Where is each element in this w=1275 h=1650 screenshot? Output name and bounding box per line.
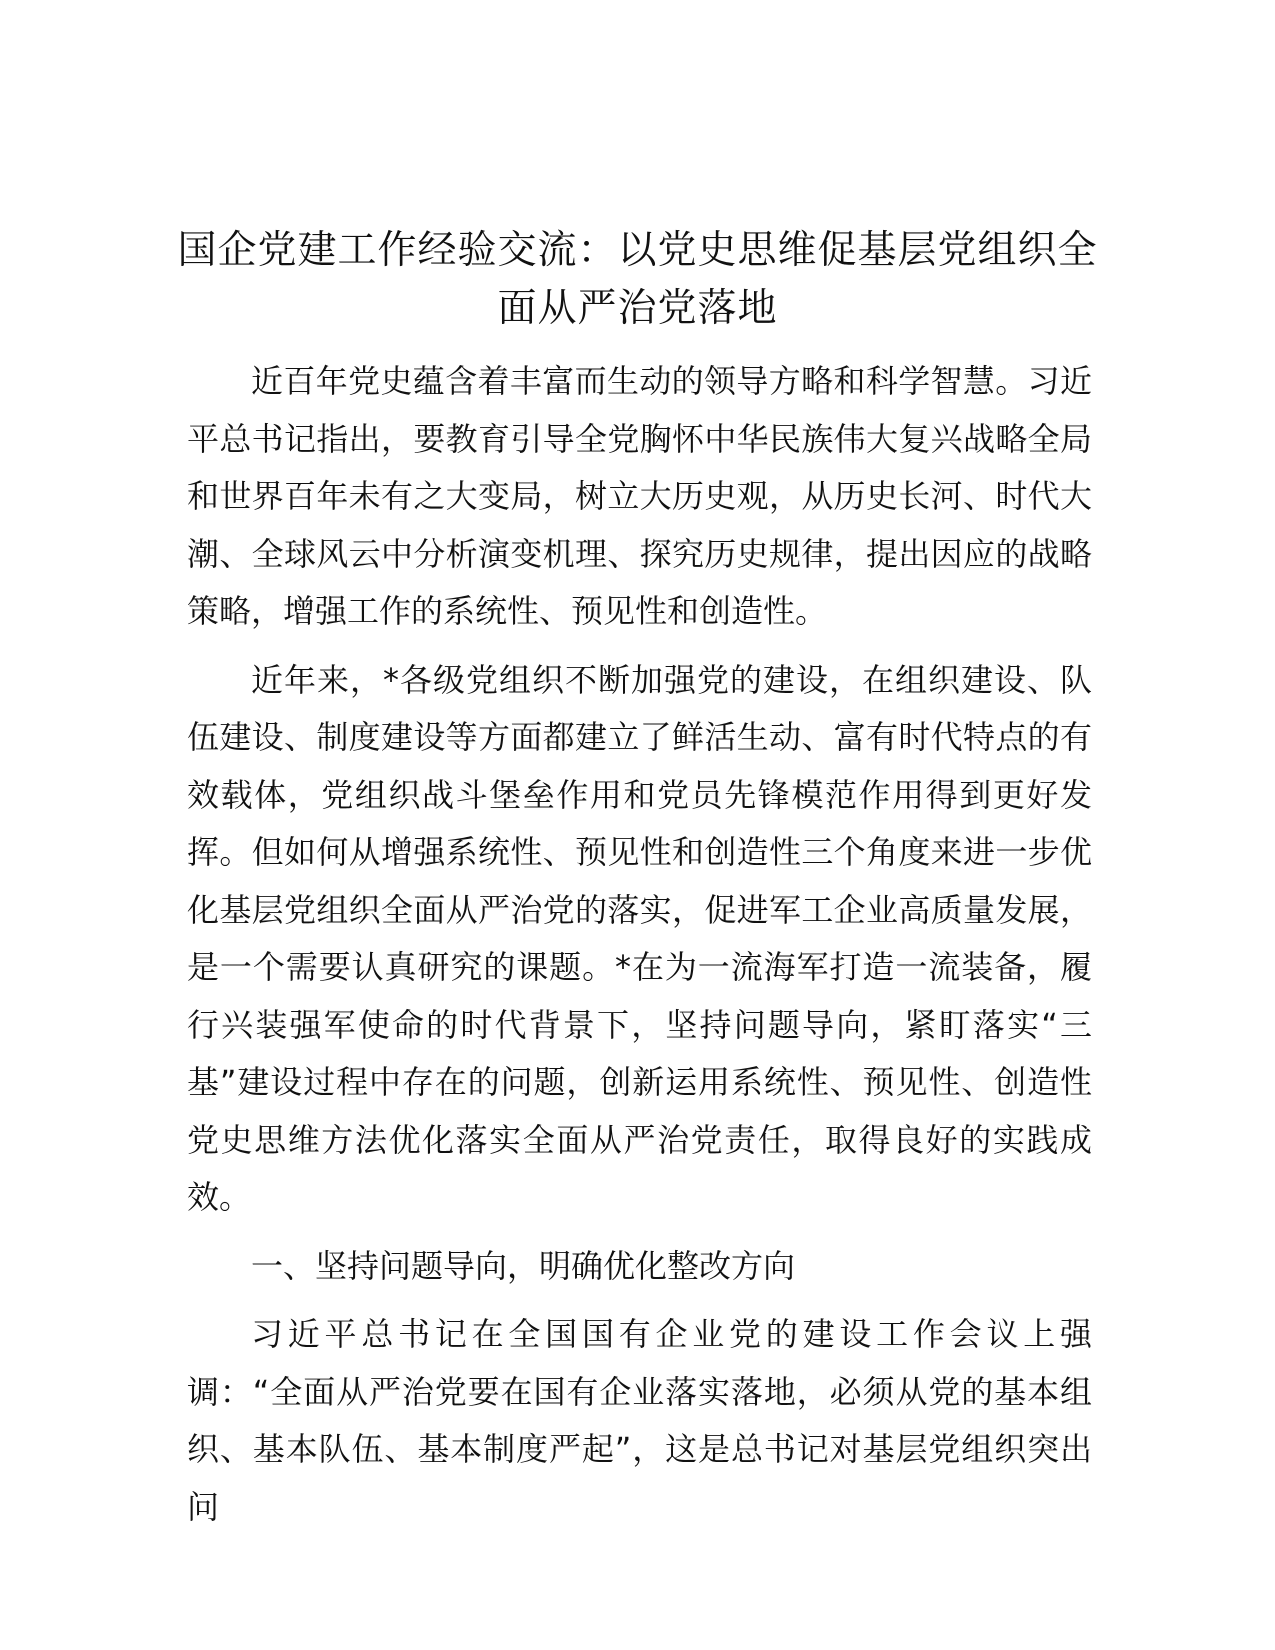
document-body (187, 353, 1092, 1547)
section-heading: 一、坚持问题导向，明确优化整改方向 (251, 1246, 796, 1285)
document-title: 国企党建工作经验交流：以党史思维促基层党组织全面从严治党落地 (177, 228, 1098, 331)
paragraph-background: 近年来，*各级党组织不断加强党的建设，在组织建设、队伍建设、制度建设等方面都建立了鲜活生动、富有时代特点的有效载体，党组织战斗堡垒作用和党员先锋模范作用得到更好发挥。但如何从增强系统性、预见性和创造性三个角度来进一步优化基层党组织全面从严治党的落实，促进军工企业高质量发展，是一个需要认真研究的课题。*在为一流海军打造一流装备，履行兴装强军使命的时代背景下，坚持问题导向，紧盯落实“三基”建设过程中存在的问题，创新运用系统性、预见性、创造性党史思维方法优化落实全面从严治党责任，取得良好的实践成效。 (187, 660, 1092, 1216)
paragraph-intro: 近百年党史蕴含着丰富而生动的领导方略和科学智慧。习近平总书记指出，要教育引导全党胸怀中华民族伟大复兴战略全局和世界百年未有之大变局，树立大历史观，从历史长河、时代大潮、全球风云中分析演变机理、探究历史规律，提出因应的战略策略，增强工作的系统性、预见性和创造性。 (187, 362, 1092, 630)
section-paragraph: 习近平总书记在全国国有企业党的建设工作会议上强调：“全面从严治党要在国有企业落实落地，必须从党的基本组织、基本队伍、基本制度严起”，这是总书记对基层党组织突出问 (187, 1315, 1092, 1526)
